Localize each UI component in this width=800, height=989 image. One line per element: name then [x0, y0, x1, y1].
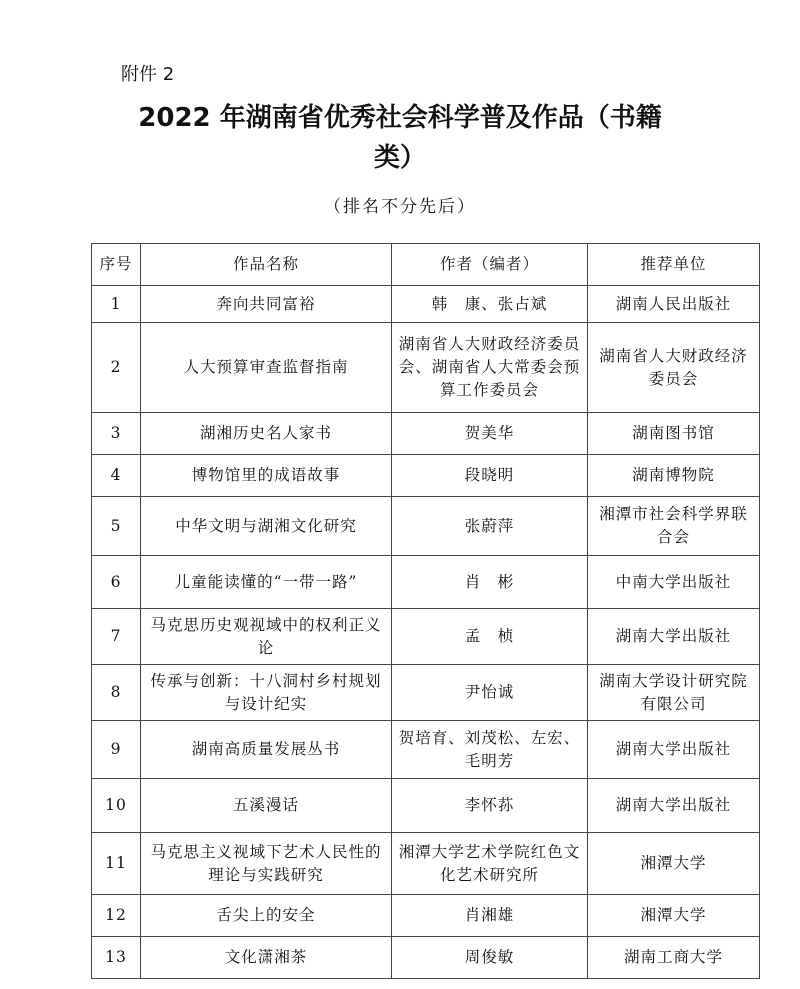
cell-no: 2	[92, 323, 141, 413]
cell-name: 传承与创新：十八洞村乡村规划与设计纪实	[141, 665, 392, 721]
works-table	[91, 243, 760, 979]
cell-name: 文化潇湘茶	[141, 937, 392, 979]
cell-author: 周俊敏	[392, 937, 588, 979]
cell-unit: 湖南工商大学	[588, 937, 760, 979]
table-row	[92, 779, 760, 833]
cell-no: 3	[92, 413, 141, 455]
cell-unit: 湖南大学出版社	[588, 609, 760, 665]
cell-name: 中华文明与湖湘文化研究	[141, 497, 392, 556]
table-row	[92, 286, 760, 323]
cell-unit: 中南大学出版社	[588, 556, 760, 609]
cell-no: 10	[92, 779, 141, 833]
cell-no: 8	[92, 665, 141, 721]
cell-unit: 湖南大学出版社	[588, 779, 760, 833]
table-row	[92, 556, 760, 609]
cell-name: 舌尖上的安全	[141, 895, 392, 937]
header-no: 序号	[92, 244, 141, 286]
table-row	[92, 609, 760, 665]
cell-name: 湖湘历史名人家书	[141, 413, 392, 455]
cell-author: 孟 桢	[392, 609, 588, 665]
cell-unit: 湘潭大学	[588, 895, 760, 937]
cell-unit: 湖南省人大财政经济委员会	[588, 323, 760, 413]
cell-name: 人大预算审查监督指南	[141, 323, 392, 413]
title-line-2: 类）	[373, 143, 426, 173]
attachment-label: 附件 2	[121, 64, 175, 85]
table-row	[92, 323, 760, 413]
cell-no: 7	[92, 609, 141, 665]
cell-author: 贺美华	[392, 413, 588, 455]
cell-unit: 湖南人民出版社	[588, 286, 760, 323]
cell-no: 4	[92, 455, 141, 497]
header-author: 作者（编者）	[392, 244, 588, 286]
cell-no: 5	[92, 497, 141, 556]
cell-author: 湘潭大学艺术学院红色文化艺术研究所	[392, 833, 588, 895]
page-title	[100, 98, 700, 178]
table-row	[92, 721, 760, 779]
title-line-1: 2022 年湖南省优秀社会科学普及作品（书籍	[138, 103, 662, 133]
cell-author: 韩 康、张占斌	[392, 286, 588, 323]
header-name: 作品名称	[141, 244, 392, 286]
cell-name: 马克思历史观视域中的权利正义论	[141, 609, 392, 665]
subtitle: （排名不分先后）	[324, 197, 476, 217]
cell-no: 11	[92, 833, 141, 895]
cell-name: 儿童能读懂的“一带一路”	[141, 556, 392, 609]
cell-author: 贺培育、刘茂松、左宏、毛明芳	[392, 721, 588, 779]
cell-name: 博物馆里的成语故事	[141, 455, 392, 497]
cell-name: 奔向共同富裕	[141, 286, 392, 323]
table-row	[92, 413, 760, 455]
cell-no: 1	[92, 286, 141, 323]
cell-author: 肖湘雄	[392, 895, 588, 937]
cell-unit: 湘潭市社会科学界联合会	[588, 497, 760, 556]
table-row	[92, 665, 760, 721]
cell-no: 12	[92, 895, 141, 937]
cell-name: 湖南高质量发展丛书	[141, 721, 392, 779]
cell-no: 9	[92, 721, 141, 779]
cell-name: 五溪漫话	[141, 779, 392, 833]
cell-unit: 湖南大学设计研究院有限公司	[588, 665, 760, 721]
cell-author: 湖南省人大财政经济委员会、湖南省人大常委会预算工作委员会	[392, 323, 588, 413]
header-row	[92, 244, 760, 286]
table-row	[92, 937, 760, 979]
cell-unit: 湖南大学出版社	[588, 721, 760, 779]
table-row	[92, 895, 760, 937]
table-row	[92, 455, 760, 497]
cell-unit: 湖南图书馆	[588, 413, 760, 455]
cell-no: 6	[92, 556, 141, 609]
table-row	[92, 497, 760, 556]
cell-unit: 湖南博物院	[588, 455, 760, 497]
table-row	[92, 833, 760, 895]
cell-no: 13	[92, 937, 141, 979]
cell-author: 肖 彬	[392, 556, 588, 609]
cell-author: 段晓明	[392, 455, 588, 497]
header-unit: 推荐单位	[588, 244, 760, 286]
cell-author: 张蔚萍	[392, 497, 588, 556]
cell-author: 尹怡诚	[392, 665, 588, 721]
cell-unit: 湘潭大学	[588, 833, 760, 895]
cell-name: 马克思主义视域下艺术人民性的理论与实践研究	[141, 833, 392, 895]
cell-author: 李怀荪	[392, 779, 588, 833]
